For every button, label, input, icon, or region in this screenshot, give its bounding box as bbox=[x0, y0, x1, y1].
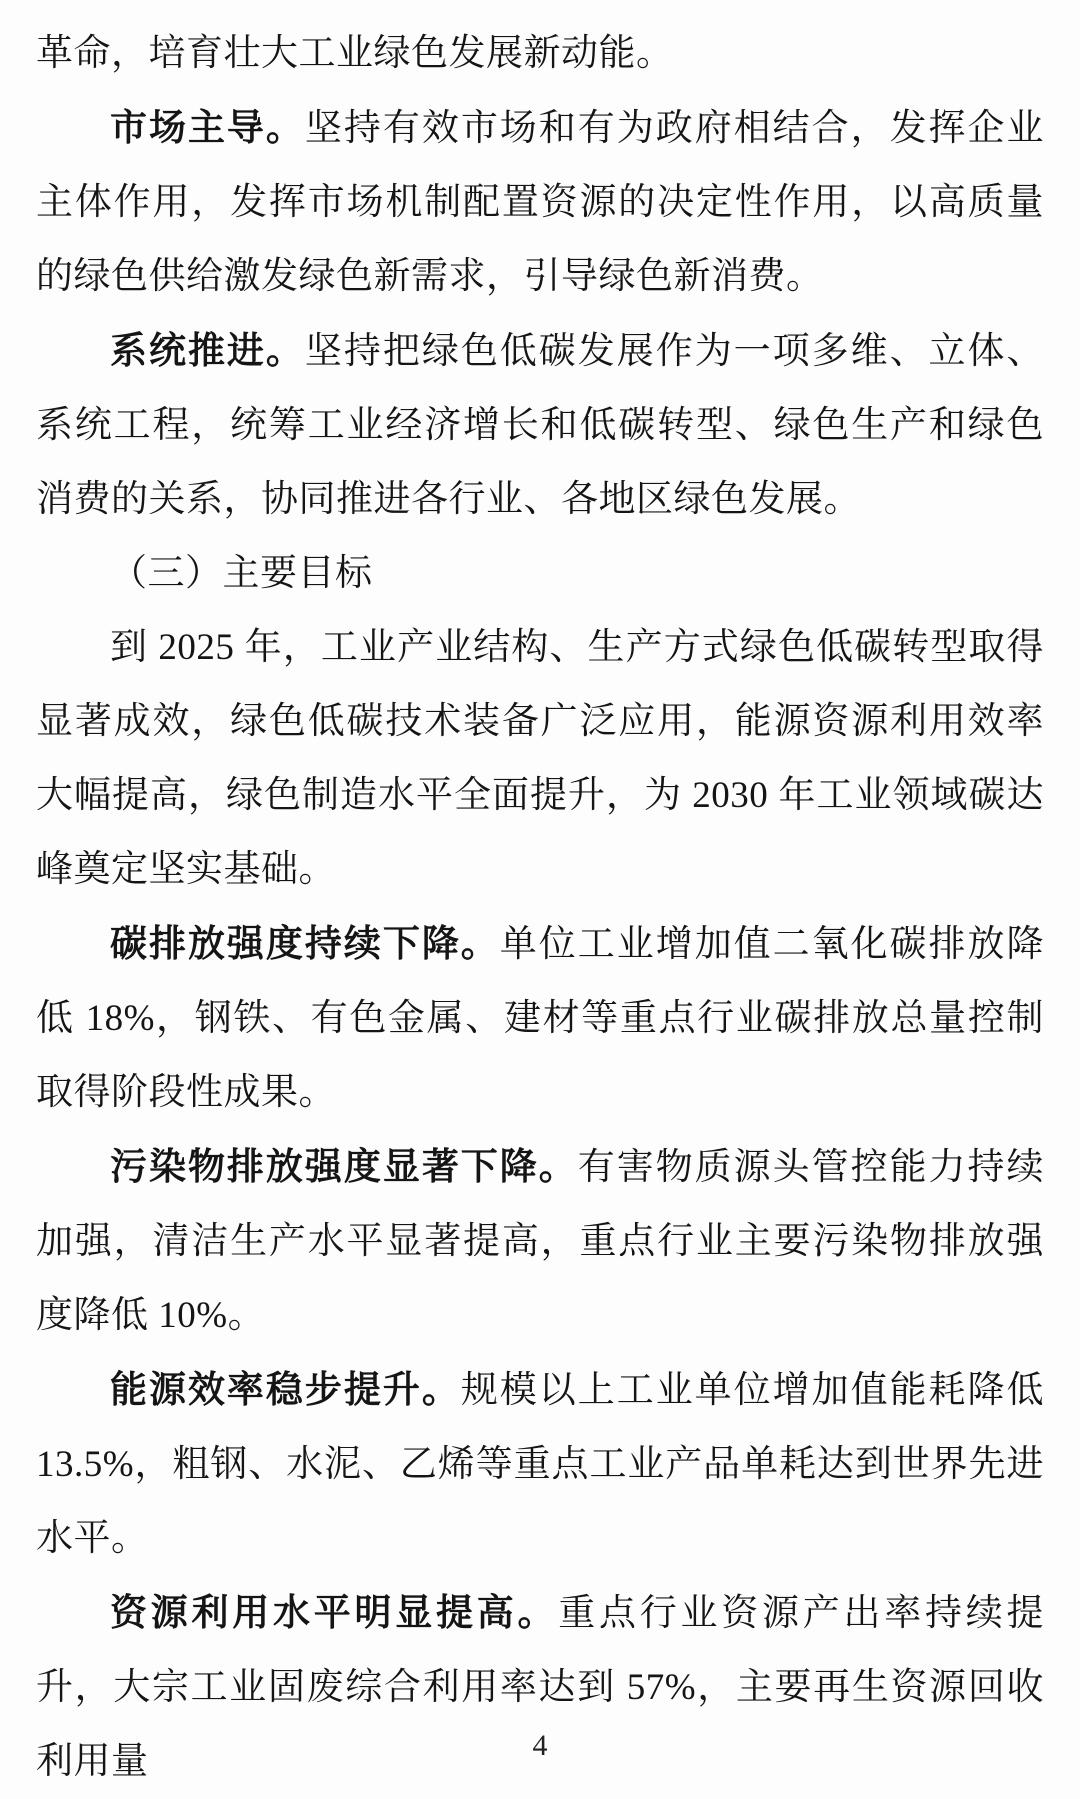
paragraph: 到 2025 年，工业产业结构、生产方式绿色低碳转型取得显著成效，绿色低碳技术装备广泛应用，能源资源利用效率大幅提高，绿色制造水平全面提升，为 2030 年工业领域碳达峰奠定坚实基础。 bbox=[36, 627, 1044, 890]
page-number: 4 bbox=[532, 1729, 548, 1762]
paragraph-lead: 能源效率稳步提升。 bbox=[110, 1369, 461, 1410]
document-content bbox=[36, 17, 1044, 1799]
paragraph-lead: 系统推进。 bbox=[110, 330, 305, 371]
paragraph: 资源利用水平明显提高。重点行业资源产出率持续提升，大宗工业固废综合利用率达到 57%，主要再生资源回收利用量 bbox=[36, 1592, 1044, 1782]
paragraph-lead: 市场主导。 bbox=[110, 107, 305, 148]
paragraph: 系统推进。坚持把绿色低碳发展作为一项多维、立体、系统工程，统筹工业经济增长和低碳转型、绿色生产和绿色消费的关系，协同推进各行业、各地区绿色发展。 bbox=[36, 330, 1045, 520]
page-footer bbox=[0, 1729, 1080, 1763]
paragraph-lead: 污染物排放强度显著下降。 bbox=[110, 1146, 578, 1187]
section-heading: （三）主要目标 bbox=[110, 553, 373, 594]
paragraph: 污染物排放强度显著下降。有害物质源头管控能力持续加强，清洁生产水平显著提高，重点行业主要污染物排放强度降低 10%。 bbox=[36, 1146, 1045, 1336]
paragraph: 碳排放强度持续下降。单位工业增加值二氧化碳排放降低 18%，钢铁、有色金属、建材等重点行业碳排放总量控制取得阶段性成果。 bbox=[36, 923, 1045, 1113]
paragraph-lead: 碳排放强度持续下降。 bbox=[110, 923, 500, 964]
paragraph: 市场主导。坚持有效市场和有为政府相结合，发挥企业主体作用，发挥市场机制配置资源的决定性作用，以高质量的绿色供给激发绿色新需求，引导绿色新消费。 bbox=[36, 107, 1045, 297]
paragraph: 能源效率稳步提升。规模以上工业单位增加值能耗降低 13.5%，粗钢、水泥、乙烯等重点工业产品单耗达到世界先进水平。 bbox=[36, 1369, 1045, 1559]
paragraph-lead: 资源利用水平明显提高。 bbox=[110, 1592, 559, 1633]
paragraph: 革命，培育壮大工业绿色发展新动能。 bbox=[36, 33, 674, 74]
